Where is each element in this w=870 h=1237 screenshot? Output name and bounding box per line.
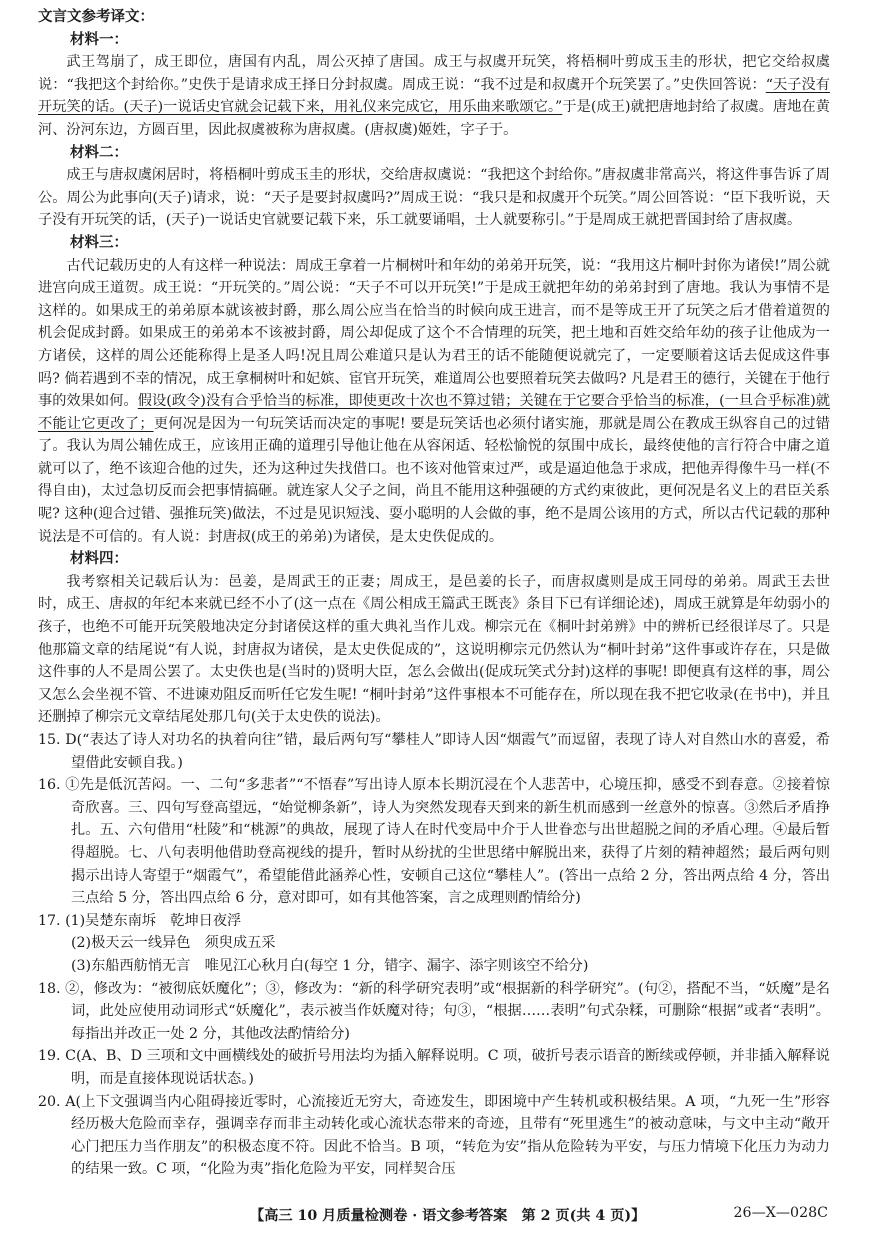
answer-17-item-2: (2)极天云一线异色 须臾成五采 (71, 935, 276, 952)
material-2-text: 成王与唐叔虞闲居时，将梧桐叶剪成玉圭的形状，交给唐叔虞说：“我把这个封给你。”唐叔虞非常高兴，将这件事告诉了周公。周公为此事向(天子)请求，说：“天子是要封叔虞吗?”周成王说：“我只是和叔虞开个玩笑。”周公回答说：“臣下我听说，天子没有开玩笑的话，(天子)一说话史官就要记载下来，乐工就要诵唱，士人就要称引。”于是周成王就把晋国封给了唐叔虞。 (38, 167, 830, 229)
footer-code: 26—X—028C (733, 1205, 828, 1221)
material-3-underlined: 假设(政令)没有合乎恰当的标准，即使更改十次也不算过错；关键在于它要合乎恰当的标准，(一旦合乎标准)就不能让它更改了； (38, 393, 830, 432)
answer-20: 20. A(上下文强调当内心阻碍接近零时，心流接近无穷大，奇迹发生，即困境中产生转机或积极结果。A 项，“九死一生”形容经历极大危险而幸存，强调幸存而非主动转化或心流状态带来的奇迹，且带有“死里逃生”的被动意味，与文中主动“敞开心门把压力当作朋友”的积极态度不符。因此不恰当。B 项，“转危为安”指从危险转为平安，与压力情境下化压力为动力的结果一致。C 项，“化险为夷”指化危险为平安，同样契合压 (38, 1093, 830, 1178)
page-footer (0, 1205, 870, 1229)
answer-15: 15. D(“表达了诗人对功名的执着向往”错，最后两句写“攀桂人”即诗人因“烟霞气”而逗留，表现了诗人对自然山水的喜爱，希望借此安顿自我。) (38, 732, 830, 771)
material-3-title: 材料三： (70, 234, 128, 251)
translation-heading: 文言文参考译文： (38, 9, 154, 25)
answer-19: 19. C(A、B、D 三项和文中画横线处的破折号用法均为插入解释说明。C 项，破折号表示语音的断续或停顿，并非插入解释说明，而是直接体现说话状态。) (38, 1048, 830, 1087)
material-1-text (38, 51, 830, 141)
material-2-title: 材料二： (70, 144, 128, 161)
material-1-part-2: 于是(成王)就把唐地封给了叔虞。唐地在黄河、汾河东边，方圆百里，因此叔虞被称为唐叔虞。(唐叔虞)姬姓，字子于。 (38, 99, 830, 138)
footer-title: 【高三 10 月质量检测卷 · 语文参考答案 第 2 页(共 4 页)】 (250, 1208, 646, 1224)
material-1-part-1: 武王驾崩了，成王即位，唐国有内乱，周公灭掉了唐国。成王与叔虞开玩笑，将梧桐叶剪成玉圭的形状，把它交给叔虞说：“我把这个封给你。”史佚于是请求成王择日分封叔虞。周成王说：“我不过是和叔虞开个玩笑罢了。”史佚回答说： (38, 54, 830, 93)
material-3-text (38, 255, 830, 549)
material-1-underlined: “天子没有开玩笑的话。(天子)一说话史官就会记载下来，用礼仪来完成它，用乐曲来歌颂它。” (38, 76, 830, 116)
answer-17: 17. (1)吴楚东南坼 乾坤日夜浮 (38, 912, 242, 929)
material-3-part-1: 古代记载历史的人有这样一种说法：周成王拿着一片桐树叶和年幼的弟弟开玩笑，说：“我用这片桐叶封你为诸侯!”周公就进宫向成王道贺。成王说：“开玩笑的。”周公说：“天子不可以开玩笑!”于是成王就把年幼的弟弟封到了唐地。我认为事情不是这样的。如果成王的弟弟原本就该被封爵，那么周公应当在恰当的时候向成王进言，而不是等成王开了玩笑之后才借着道贺的机会促成封爵。如果成王的弟弟本不该被封爵，周公却促成了这个不合情理的玩笑，把土地和百姓交给年幼的孩子让他成为一方诸侯，这样的周公还能称得上是圣人吗!况且周公难道只是认为君王的话不能随便说就完了，一定要顺着这话去促成这件事吗? 倘若遇到不幸的情况，成王拿桐树叶和妃嫔、宦官开玩笑，难道周公也要照着玩笑去做吗? 凡是君王的德行，关键在于他行事的效果如何。 (38, 257, 830, 410)
answer-17-item-3: (3)东船西舫悄无言 唯见江心秋月白(每空 1 分，错字、漏字、添字则该空不给分) (71, 957, 589, 974)
material-4-text: 我考察相关记载后认为：邑姜，是周武王的正妻；周成王，是邑姜的长子，而唐叔虞则是成王同母的弟弟。周武王去世时，成王、唐叔的年纪本来就已经不小了(这一点在《周公相成王篇武王既丧》条目下已有详细论述)，周成王就算是年幼弱小的孩子，也绝不可能开玩笑般地决定分封诸侯这样的重大典礼当作儿戏。柳宗元在《桐叶封弟辨》中的辨析已经很详尽了。只是他那篇文章的结尾说“有人说，封唐叔为诸侯，是太史佚促成的”，这说明柳宗元仍然认为“桐叶封弟”这件事或许存在，只是做这件事的人不是周公罢了。太史佚也是(当时的)贤明大臣，怎么会做出(促成玩笑式分封)这样的事呢! 即便真有这样的事，周公又怎么会坐视不管、不进谏劝阻反而听任它发生呢! “桐叶封弟”这件事根本不可能存在，所以现在我不把它收录(在书中)，并且还删掉了柳宗元文章结尾处那几句(关于太史佚的说法)。 (38, 573, 830, 726)
material-3-part-2: 更何况是因为一句玩笑话而决定的事呢! 要是玩笑话也必须付诸实施，那就是周公在教成王纵容自己的过错了。我认为周公辅佐成王，应该用正确的道理引导他让他在从容闲适、轻松愉悦的氛围中成长，最终使他的言行符合中庸之道就可以了，绝不该迎合他的过失，还为这种过失找借口。也不该对他管束过严，或是逼迫他急于求成，把他弄得像牛马一样(不得自由)，太过急切反而会把事情搞砸。就连家人父子之间，尚且不能用这种强硬的方式约束彼此，更何况是名义上的君臣关系呢? 这种(迎合过错、强推玩笑)做法，不过是见识短浅、耍小聪明的人会做的事，绝不是周公该用的方式，所以古代记载的那种说法是不可信的。有人说：封唐叔(成王的弟弟)为诸侯，是太史佚促成的。 (38, 415, 830, 545)
answer-16: 16. ①先是低沉苦闷。一、二句“多悲者”“不悟春”写出诗人原本长期沉浸在个人悲苦中，心境压抑，感受不到春意。②接着惊奇欣喜。三、四句写登高望远，“始觉柳条新”，诗人为突然发现春天到来的新生机而感到一丝意外的惊喜。③然后矛盾挣扎。五、六句借用“杜陵”和“桃源”的典故，展现了诗人在时代变局中介于人世眷恋与出世超脱之间的矛盾心理。④最后暂得超脱。七、八句表明他借助登高视线的提升，暂时从纷扰的尘世思绪中解脱出来，获得了片刻的精神超然；最后两句则揭示出诗人寄望于“烟霞气”，希望能借此涵养心性，安顿自己这位“攀桂人”。(答出一点给 2 分，答出两点给 4 分，答出三点给 5 分，答出四点给 6 分，意对即可，如有其他答案，言之成理则酌情给分) (38, 777, 830, 907)
material-4-title: 材料四： (70, 551, 128, 568)
material-1-title: 材料一： (70, 31, 128, 48)
document-body (38, 6, 830, 1181)
answer-18: 18. ②，修改为：“被彻底妖魔化”；③，修改为：“新的科学研究表明”或“根据新的科学研究”。(句②，搭配不当，“妖魔”是名词，此处应使用动词形式“妖魔化”，表示被当作妖魔对待；句③，“根据……表明”句式杂糅，可删除“根据”或者“表明”。每指出并改正一处 2 分，其他改法酌情给分) (38, 980, 830, 1042)
